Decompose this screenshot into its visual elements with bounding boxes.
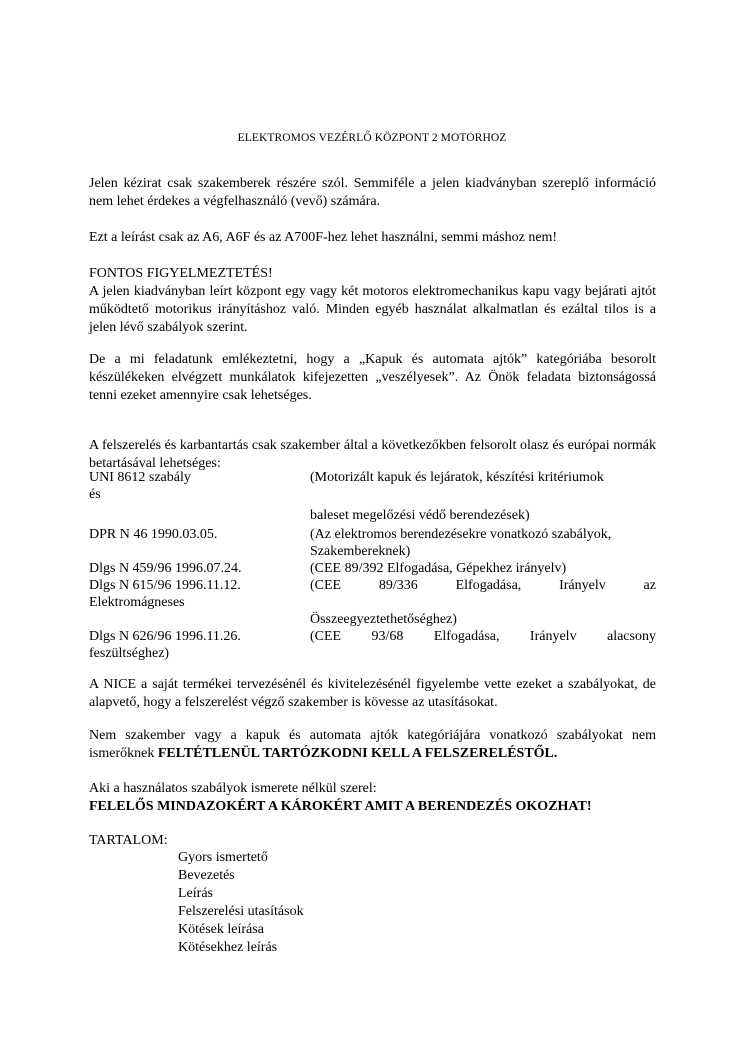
nonexpert-warning: FELTÉTLENÜL TARTÓZKODNI KELL A FELSZERELÉSTŐL. xyxy=(157,746,558,761)
table-of-contents xyxy=(178,849,304,957)
norm-desc: (Az elektromos berendezésekre vonatkozó szabályok, xyxy=(310,527,612,542)
toc-item: Felszerelési utasítások xyxy=(178,904,304,919)
nonexpert-text: Nem szakember vagy a kapuk és automata ajtók kategóriájára vonatkozó szabályokat nem ismerőknek xyxy=(89,728,656,761)
norm-continuation: feszültséghez) xyxy=(89,646,170,661)
norm-desc: (CEE 93/68 Elfogadása, Irányelv alacsony xyxy=(310,629,656,644)
norm-code: DPR N 46 1990.03.05. xyxy=(89,527,218,542)
norm-row xyxy=(89,611,656,628)
norms-table xyxy=(89,469,656,662)
intro-paragraph: Jelen kézirat csak szakemberek részére szól. Semmiféle a jelen kiadványban szereplő információ nem lehet érdekes a végfelhasználó (vevő) számára. xyxy=(89,176,656,209)
liability-warning: FELELŐS MINDAZOKÉRT A KÁROKÉRT AMIT A BERENDEZÉS OKOZHAT! xyxy=(89,799,592,814)
norms-intro: A felszerelés és karbantartás csak szakember által a következőkben felsorolt olasz és európai normák betartásával lehetséges: xyxy=(89,438,656,471)
reminder-paragraph: De a mi feladatunk emlékeztetni, hogy a „Kapuk és automata ajtók” kategóriába besorolt készülékeken elvégzett munkálatok kifejezetten „veszélyesek”. Az Önök feladata biztonságossá tenni ezeket amennyire csak lehetséges. xyxy=(89,352,656,403)
norm-desc: (Motorizált kapuk és lejáratok, készítési kritériumok xyxy=(310,470,604,485)
norm-row xyxy=(89,507,656,524)
norm-row xyxy=(89,577,656,594)
nonexpert-paragraph xyxy=(89,727,656,763)
norm-desc: baleset megelőzési védő berendezések) xyxy=(310,508,530,523)
norm-desc: Összeegyeztethetőséghez) xyxy=(310,612,457,627)
liability-section xyxy=(89,780,656,816)
warning-text: A jelen kiadványban leírt központ egy vagy két motoros elektromechanikus kapu vagy bejárati ajtót működtető motorikus irányításhoz való. Minden egyéb használat alkalmatlan és ezáltal tilos is a jelen lévő szabályok szerint. xyxy=(89,284,656,335)
toc-item: Kötések leírása xyxy=(178,922,264,937)
norm-row xyxy=(89,469,656,486)
norm-code: Dlgs N 459/96 1996.07.24. xyxy=(89,561,242,576)
norm-row xyxy=(89,560,656,577)
norm-desc: (CEE 89/392 Elfogadása, Gépekhez irányelv) xyxy=(310,561,567,576)
norm-desc: Szakembereknek) xyxy=(310,544,411,559)
toc-item: Kötésekhez leírás xyxy=(178,940,278,955)
toc-item: Bevezetés xyxy=(178,868,235,883)
norm-row xyxy=(89,526,656,543)
compatibility-paragraph: Ezt a leírást csak az A6, A6F és az A700F-hez lehet használni, semmi máshoz nem! xyxy=(89,230,558,245)
warning-heading: FONTOS FIGYELMEZTETÉS! xyxy=(89,266,273,281)
warning-section xyxy=(89,265,656,337)
norm-row xyxy=(89,628,656,645)
norm-desc: (CEE 89/336 Elfogadása, Irányelv az xyxy=(310,578,656,593)
norm-continuation: Elektromágneses xyxy=(89,595,185,610)
norm-code: Dlgs N 615/96 1996.11.12. xyxy=(89,578,241,593)
norm-code: UNI 8612 szabály xyxy=(89,470,191,485)
nice-paragraph: A NICE a saját termékei tervezésénél és kivitelezésénél figyelembe vette ezeket a szabályokat, de alapvető, hogy a felszerelést végző szakember is kövesse az utasításokat. xyxy=(89,677,656,710)
norm-code: Dlgs N 626/96 1996.11.26. xyxy=(89,629,241,644)
norm-and: és xyxy=(89,487,101,502)
liability-text: Aki a használatos szabályok ismerete nélkül szerel: xyxy=(89,781,377,796)
toc-heading: TARTALOM: xyxy=(89,833,168,848)
document-title: ELEKTROMOS VEZÉRLŐ KÖZPONT 2 MOTORHOZ xyxy=(237,132,507,144)
toc-item: Gyors ismertető xyxy=(178,850,268,865)
norm-row xyxy=(89,543,656,560)
toc-item: Leírás xyxy=(178,886,213,901)
